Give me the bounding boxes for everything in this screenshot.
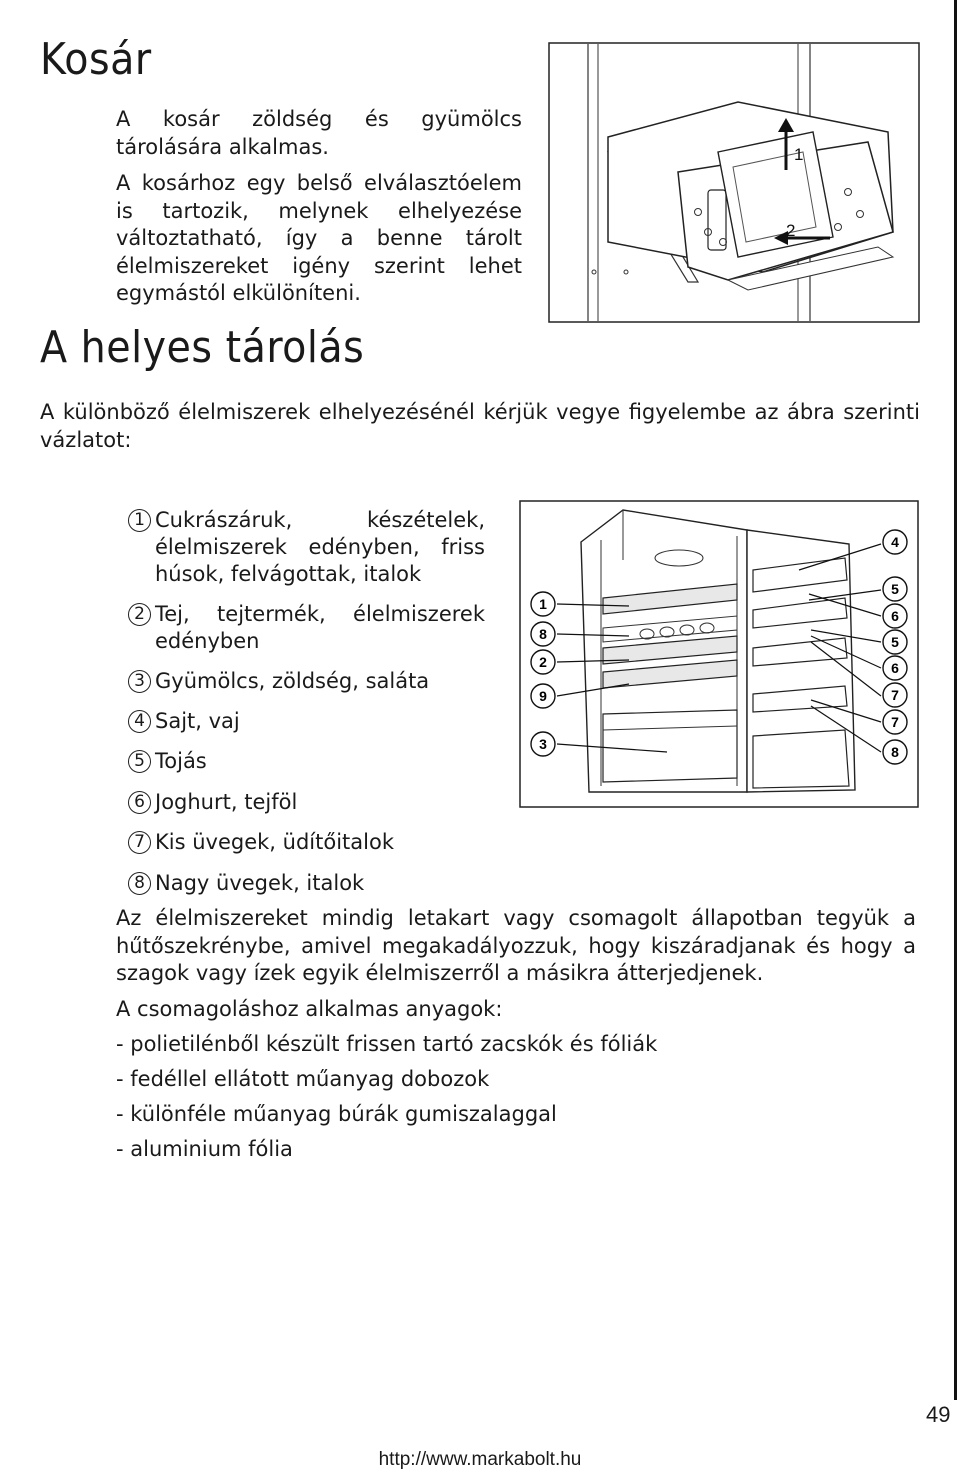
number-badge: 2 <box>128 603 151 626</box>
storage-list-text: Sajt, vaj <box>155 709 240 733</box>
svg-text:8: 8 <box>891 744 899 760</box>
fridge-right-label <box>883 656 907 680</box>
page-edge-rule <box>954 0 957 1400</box>
page-number: 49 <box>926 1402 951 1427</box>
svg-text:5: 5 <box>891 634 899 650</box>
fridge-left-label <box>531 650 555 674</box>
fridge-right-label <box>883 710 907 734</box>
storage-list-text: Tojás <box>155 749 207 773</box>
number-badge: 8 <box>128 872 151 895</box>
section-title-kosar: Kosár <box>40 34 152 85</box>
storage-list-item-2 <box>128 601 485 655</box>
packaging-item: - különféle műanyag búrák gumiszalaggal <box>116 1102 557 1126</box>
storage-list-text: Cukrászáruk, készételek, élelmiszerek edényben, friss húsok, felvágottak, italok <box>155 508 485 586</box>
number-badge: 5 <box>128 750 151 773</box>
svg-text:3: 3 <box>539 736 547 752</box>
fridge-right-label <box>883 604 907 628</box>
number-badge: 7 <box>128 831 151 854</box>
svg-text:7: 7 <box>891 714 899 730</box>
fridge-right-label <box>883 577 907 601</box>
fridge-right-label <box>883 630 907 654</box>
wrapping-paragraph: Az élelmiszereket mindig letakart vagy csomagolt állapotban tegyük a hűtőszekrénybe, amivel megakadályozzuk, hogy kiszáradjanak és hogy a szagok vagy ízek egyik élelmiszerről a másikra átterjedjenek. <box>116 906 916 985</box>
basket-label-1: 1 <box>794 145 804 164</box>
number-badge: 3 <box>128 670 151 693</box>
fridge-right-label <box>883 683 907 707</box>
storage-list-item-5 <box>128 748 485 775</box>
fridge-left-label <box>531 592 555 616</box>
basket-illustration <box>548 42 920 323</box>
basket-label-2: 2 <box>786 221 796 240</box>
number-badge: 1 <box>128 509 151 532</box>
svg-text:5: 5 <box>891 581 899 597</box>
fridge-right-label <box>883 740 907 764</box>
svg-text:6: 6 <box>891 660 899 676</box>
kosar-paragraph-1: A kosár zöldség és gyümölcs tárolására alkalmas. <box>116 107 522 159</box>
fridge-left-label <box>531 684 555 708</box>
packaging-item: - polietilénből készült frissen tartó zacskók és fóliák <box>116 1032 658 1056</box>
packaging-item: - aluminium fólia <box>116 1137 293 1161</box>
svg-text:6: 6 <box>891 608 899 624</box>
svg-text:9: 9 <box>539 688 547 704</box>
storage-list-item-8 <box>128 870 485 897</box>
storage-list-text: Gyümölcs, zöldség, saláta <box>155 669 430 693</box>
svg-text:4: 4 <box>891 534 899 550</box>
svg-text:8: 8 <box>539 626 547 642</box>
kosar-paragraph-2: A kosárhoz egy belső elválasztóelem is tartozik, melynek elhelyezése változtatható, így a benne tárolt élelmiszereket igény szerint lehet egymástól elkülöníteni. <box>116 171 522 305</box>
storage-list-text: Nagy üvegek, italok <box>155 871 365 895</box>
svg-text:1: 1 <box>539 596 547 612</box>
storage-list-item-4 <box>128 708 485 735</box>
fridge-storage-diagram <box>519 500 919 808</box>
storage-list-item-3 <box>128 668 485 695</box>
storage-list-item-7 <box>128 829 485 856</box>
storage-list-text: Joghurt, tejföl <box>155 790 298 814</box>
storage-list-item-1 <box>128 507 485 588</box>
storage-list-text: Kis üvegek, üdítőitalok <box>155 830 394 854</box>
fridge-left-label <box>531 622 555 646</box>
number-badge: 6 <box>128 791 151 814</box>
svg-text:2: 2 <box>539 654 547 670</box>
storage-list-item-6 <box>128 789 485 816</box>
packaging-heading: A csomagoláshoz alkalmas anyagok: <box>116 997 503 1021</box>
number-badge: 4 <box>128 710 151 733</box>
storage-intro: A különböző élelmiszerek elhelyezésénél kérjük vegye figyelembe az ábra szerinti vázlatot: <box>40 400 920 452</box>
svg-text:7: 7 <box>891 687 899 703</box>
fridge-right-label <box>883 530 907 554</box>
storage-list-text: Tej, tejtermék, élelmiszerek edényben <box>155 602 485 653</box>
fridge-left-label <box>531 732 555 756</box>
section-title-helyes-tarolas: A helyes tárolás <box>40 322 365 373</box>
footer-url: http://www.markabolt.hu <box>378 1449 582 1470</box>
packaging-item: - fedéllel ellátott műanyag dobozok <box>116 1067 490 1091</box>
